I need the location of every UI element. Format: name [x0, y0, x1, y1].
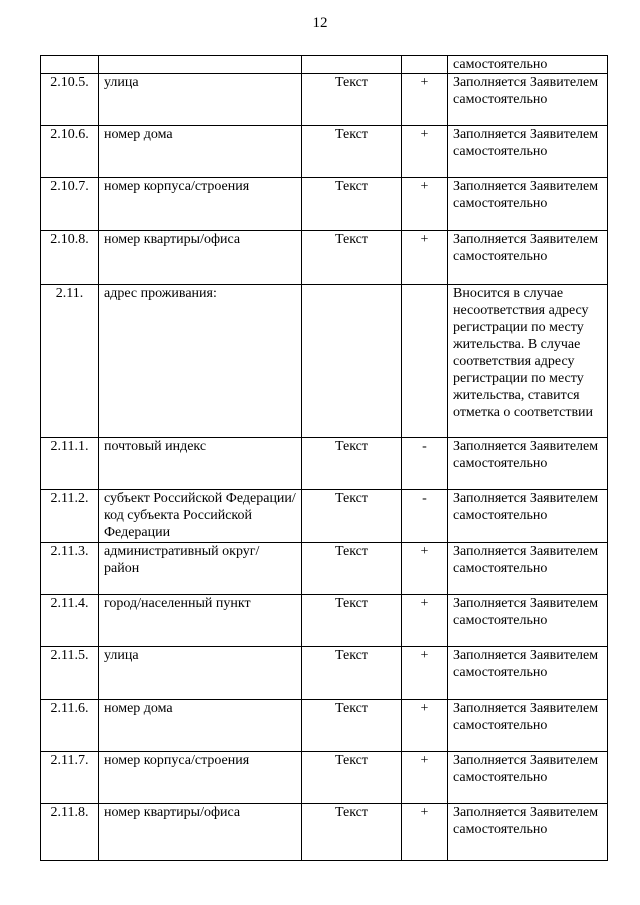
- table-row: [41, 437, 608, 489]
- cell-required: +: [402, 178, 448, 231]
- cell-required: +: [402, 751, 448, 803]
- cell-note: Заполняется Заявителем самостоятельно: [448, 126, 608, 178]
- cell-note: Заполняется Заявителем самостоятельно: [448, 803, 608, 860]
- cell-field-name: номер дома: [99, 699, 302, 751]
- cell-field-name: номер корпуса/строения: [99, 178, 302, 231]
- cell-number: 2.10.8.: [41, 231, 99, 284]
- cell-note: Заполняется Заявителем самостоятельно: [448, 647, 608, 699]
- cell-number: 2.11.1.: [41, 437, 99, 489]
- table-row: [41, 284, 608, 437]
- cell-field-name: почтовый индекс: [99, 437, 302, 489]
- table-row: [41, 178, 608, 231]
- cell-field-name: субъект Российской Федерации/код субъекта Российской Федерации: [99, 490, 302, 543]
- cell-type: Текст: [302, 699, 402, 751]
- cell-number: 2.10.7.: [41, 178, 99, 231]
- cell-required: [402, 56, 448, 74]
- cell-required: +: [402, 126, 448, 178]
- cell-number: 2.11.2.: [41, 490, 99, 543]
- cell-field-name: номер квартиры/офиса: [99, 231, 302, 284]
- table-row: [41, 647, 608, 699]
- cell-required: +: [402, 543, 448, 595]
- cell-note: самостоятельно: [448, 56, 608, 74]
- cell-note: Заполняется Заявителем самостоятельно: [448, 543, 608, 595]
- cell-type: Текст: [302, 490, 402, 543]
- cell-number: 2.11.8.: [41, 803, 99, 860]
- cell-type: Текст: [302, 126, 402, 178]
- cell-type: [302, 284, 402, 437]
- cell-note: Заполняется Заявителем самостоятельно: [448, 178, 608, 231]
- cell-field-name: номер дома: [99, 126, 302, 178]
- cell-required: +: [402, 231, 448, 284]
- cell-number: 2.11.4.: [41, 595, 99, 647]
- table-row: [41, 699, 608, 751]
- cell-type: Текст: [302, 647, 402, 699]
- table-row: [41, 595, 608, 647]
- cell-field-name: номер квартиры/офиса: [99, 803, 302, 860]
- cell-type: Текст: [302, 751, 402, 803]
- cell-required: +: [402, 647, 448, 699]
- cell-field-name: город/населенный пункт: [99, 595, 302, 647]
- cell-type: Текст: [302, 595, 402, 647]
- cell-note: Вносится в случае несоответствия адресу регистрации по месту жительства. В случае соответствия адресу регистрации по месту жительства, ставится отметка о соответствии: [448, 284, 608, 437]
- table-row: [41, 490, 608, 543]
- cell-field-name: улица: [99, 74, 302, 126]
- cell-note: Заполняется Заявителем самостоятельно: [448, 751, 608, 803]
- cell-required: +: [402, 74, 448, 126]
- fields-table-container: [40, 55, 607, 861]
- cell-type: Текст: [302, 231, 402, 284]
- table-row: [41, 803, 608, 860]
- cell-number: 2.11.: [41, 284, 99, 437]
- table-row: [41, 543, 608, 595]
- table-row: [41, 751, 608, 803]
- cell-type: Текст: [302, 803, 402, 860]
- cell-note: Заполняется Заявителем самостоятельно: [448, 490, 608, 543]
- cell-note: Заполняется Заявителем самостоятельно: [448, 437, 608, 489]
- carry-over-row: [41, 56, 608, 74]
- table-body: [41, 56, 608, 861]
- table-row: [41, 231, 608, 284]
- cell-field-name: номер корпуса/строения: [99, 751, 302, 803]
- cell-required: +: [402, 699, 448, 751]
- cell-required: +: [402, 803, 448, 860]
- cell-field-name: [99, 56, 302, 74]
- table-row: [41, 74, 608, 126]
- page-number: 12: [312, 15, 328, 31]
- cell-number: [41, 56, 99, 74]
- cell-note: Заполняется Заявителем самостоятельно: [448, 74, 608, 126]
- cell-note: Заполняется Заявителем самостоятельно: [448, 595, 608, 647]
- fields-table: [40, 55, 608, 861]
- cell-note: Заполняется Заявителем самостоятельно: [448, 231, 608, 284]
- cell-type: Текст: [302, 437, 402, 489]
- cell-required: -: [402, 437, 448, 489]
- cell-required: +: [402, 595, 448, 647]
- cell-number: 2.10.5.: [41, 74, 99, 126]
- table-row: [41, 126, 608, 178]
- cell-field-name: улица: [99, 647, 302, 699]
- cell-number: 2.11.6.: [41, 699, 99, 751]
- cell-type: Текст: [302, 74, 402, 126]
- cell-required: -: [402, 490, 448, 543]
- cell-field-name: адрес проживания:: [99, 284, 302, 437]
- cell-number: 2.11.7.: [41, 751, 99, 803]
- cell-type: Текст: [302, 543, 402, 595]
- cell-required: [402, 284, 448, 437]
- cell-type: Текст: [302, 178, 402, 231]
- cell-type: [302, 56, 402, 74]
- cell-number: 2.11.5.: [41, 647, 99, 699]
- cell-number: 2.10.6.: [41, 126, 99, 178]
- cell-note: Заполняется Заявителем самостоятельно: [448, 699, 608, 751]
- cell-field-name: административный округ/ район: [99, 543, 302, 595]
- cell-number: 2.11.3.: [41, 543, 99, 595]
